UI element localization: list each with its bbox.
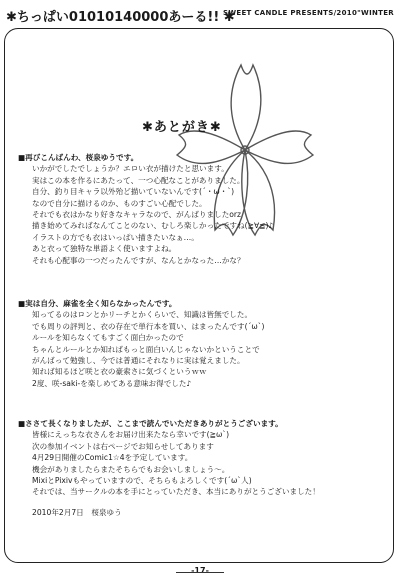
text-line: それも心配事の一つだったんですが、なんとかなった…かな？ — [32, 255, 245, 265]
text-line: 実はこの本を作るにあたって、一つ心配なことがありました。 — [32, 175, 245, 185]
text-line: MixiとPixivもやっていますので、そちらもよろしくです(´ω`人) — [32, 476, 252, 486]
signature-date: 2010年2月7日 桜泉ゆう — [32, 507, 122, 517]
page-header-title: ✱ちっぱい01010140000あーる!! ✱ — [6, 10, 235, 25]
text-line: いかがでしたでしょうか？エロい衣が描けたと思います。 — [32, 164, 229, 174]
text-line: 描き始めてみればなんてことのない、むしろ楽しかったですね(≧∀≦)♪ — [32, 221, 274, 231]
text-line: がんばって勉強し、今では普通にそれなりに実は覚えました。 — [32, 356, 245, 366]
text-line: 知れば知るほど咲と衣の豪索さに気づくというｗｗ — [32, 367, 207, 377]
text-line: 4月29日開催のComic1☆4を予定しています。 — [32, 453, 193, 463]
text-line: ルールを知らなくてもすごく面白かったので — [32, 333, 184, 343]
afterword-heading: ✱あとがき✱ — [142, 120, 222, 135]
text-line: 2度、咲-saki-を楽しめてある意味お得でした♪ — [32, 378, 192, 388]
text-line: 機会がありましたらまたそちらでもお会いしましょう〜。 — [32, 464, 230, 474]
text-line: 皆様にえっちな衣さんをお届け出来たなら幸いです(≧ω`) — [32, 430, 230, 440]
text-line: ■再びこんばんわ、桜泉ゆうです。 — [18, 153, 139, 162]
text-line: ■ささて長くなりましたが、ここまで読んでいただきありがとうございます。 — [18, 419, 283, 428]
afterword-paragraph-1 — [18, 152, 388, 266]
text-line: なので自分に描けるのか、ものすごい心配でした。 — [32, 198, 207, 208]
text-line: それでも衣はかなり好きなキャラなので、がんばりましたorz — [32, 210, 242, 220]
afterword-paragraph-3 — [18, 418, 388, 518]
text-line: それでは、当サークルの本を手にとっていただき、本当にありがとうございました！ — [32, 487, 320, 497]
text-line: 次の参加イベントは右ページでお知らせしてあります — [32, 441, 214, 451]
page-number: -17- — [191, 566, 209, 575]
text-line: イラストの方でも衣はいっぱい描きたいなぁ…。 — [32, 232, 199, 242]
circle-credit: SWEET CANDLE PRESENTS/2010"WINTER — [223, 9, 394, 17]
afterword-paragraph-2 — [18, 298, 388, 389]
page-number-underline — [176, 572, 224, 573]
text-line: 自分、釣り目キャラ以外殆ど描いていないんです(´・ω・`) — [32, 187, 235, 197]
text-line: ■実は自分、麻雀を全く知らなかったんです。 — [18, 299, 177, 308]
text-line: 知ってるのはロンとかリーチとかくらいで、知識は皆無でした。 — [32, 310, 253, 320]
text-line: あと衣って独特な単語よく使いますよね。 — [32, 244, 177, 254]
text-line: ちゃんとルールとか知ればもっと面白いんじゃないかということで — [32, 344, 260, 354]
text-line: でも周りの評判と、衣の存在で単行本を買い、はまったんです(´ω`) — [32, 321, 265, 331]
